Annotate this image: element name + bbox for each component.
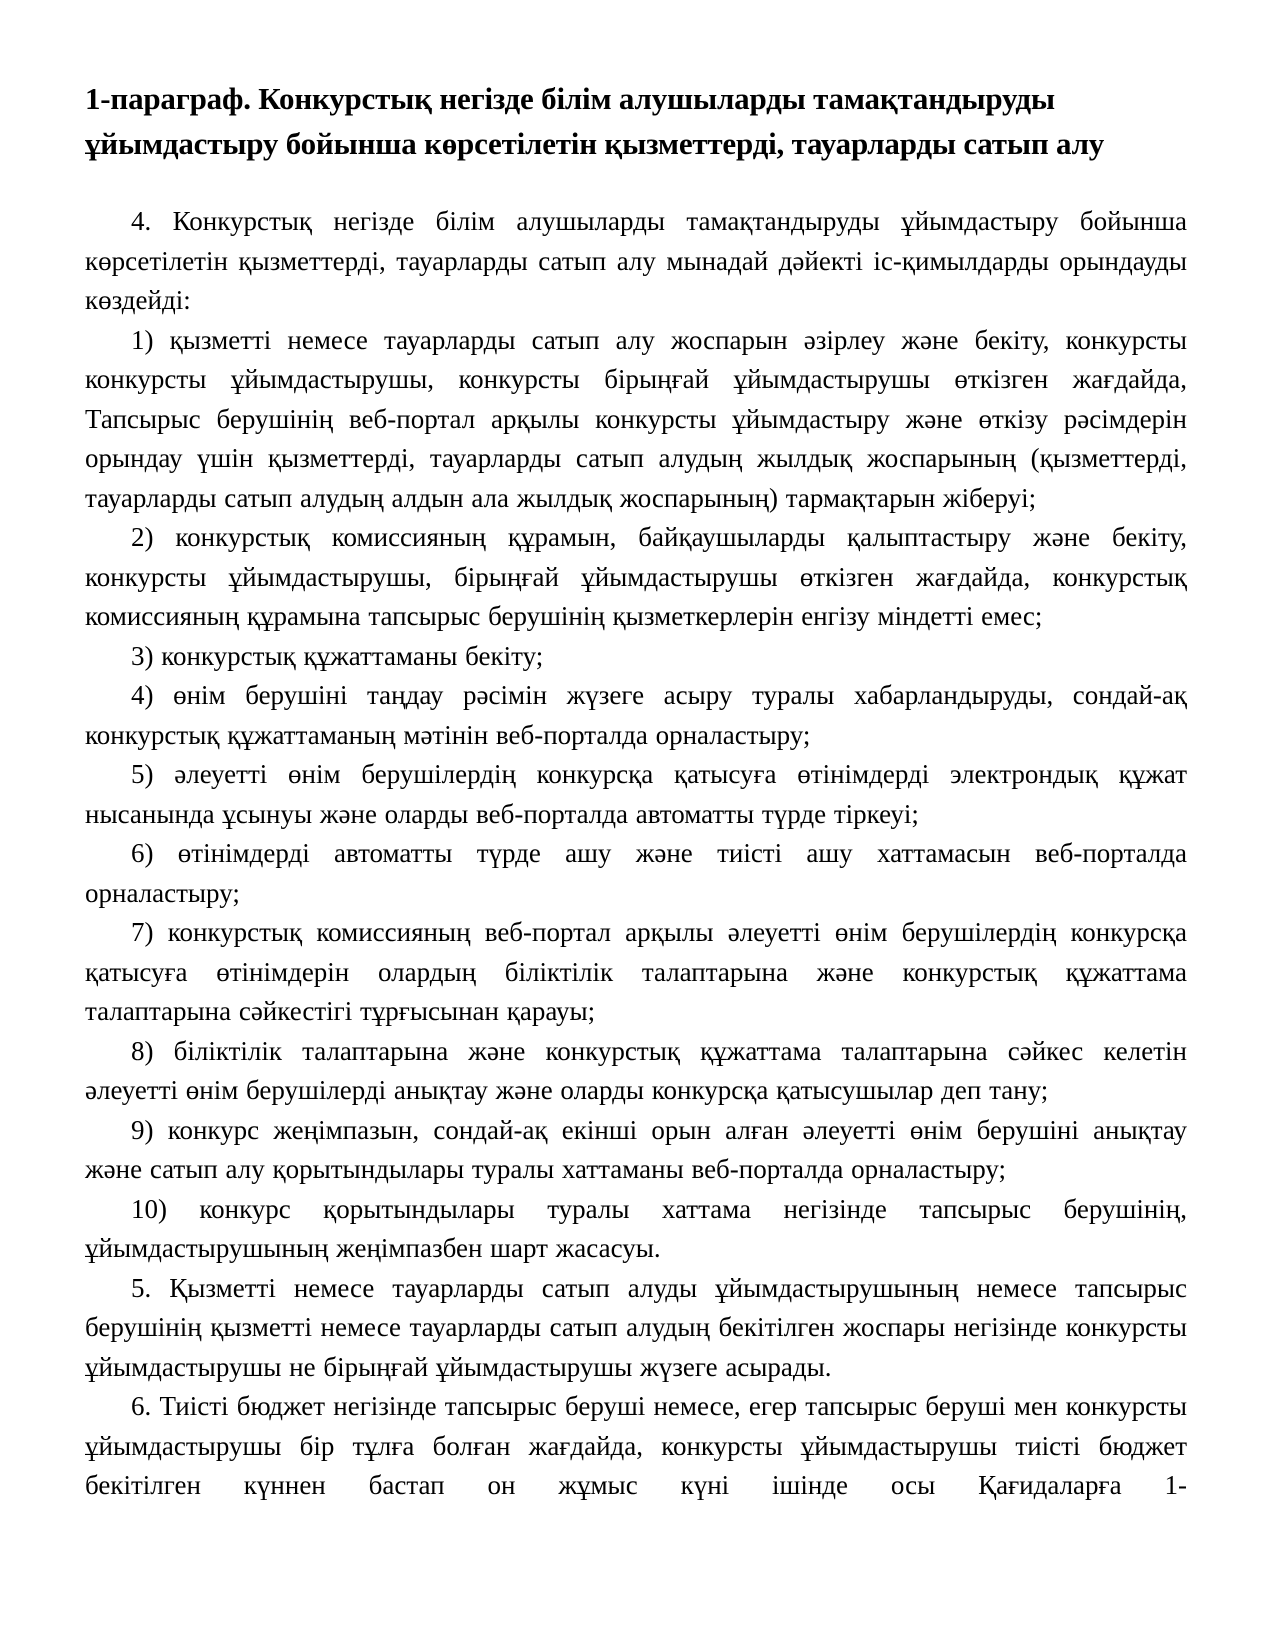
paragraph: 4) өнім берушіні таңдау рәсімін жүзеге асыру туралы хабарландыруды, сондай-ақ конкурстық құжаттаманың мәтінін веб-порталда орналастыру; bbox=[85, 680, 1187, 750]
paragraph: 5) әлеуетті өнім берушілердің конкурсқа қатысуға өтінімдерді электрондық құжат нысанында ұсынуы және оларды веб-порталда автоматты түрде тіркеуі; bbox=[85, 759, 1187, 829]
paragraph: 5. Қызметті немесе тауарларды сатып алуды ұйымдастырушының немесе тапсырыс берушінің қызметті немесе тауарларды сатып алудың бекітілген жоспары негізінде конкурсты ұйымдастырушы не бірыңғай ұйымдастырушы жүзеге асырады. bbox=[85, 1272, 1187, 1382]
paragraph: 2) конкурстық комиссияның құрамын, байқаушыларды қалыптастыру және бекіту, конкурсты ұйымдастырушы, бірыңғай ұйымдастырушы өткізген жағдайда, конкурстық комиссияның құрамына тапсырыс берушінің қызметкерлерін енгізу міндетті емес; bbox=[85, 522, 1187, 631]
paragraph: 1) қызметті немесе тауарларды сатып алу жоспарын әзірлеу және бекіту, конкурсты конкурсты ұйымдастырушы, конкурсты бірыңғай ұйымдастырушы өткізген жағдайда, Тапсырыс берушінің веб-портал арқылы конкурсты ұйымдастыру және өткізу рәсімдерін орындау үшін қызметтерді, тауарларды сатып алудың жылдық жоспарының (қызметтерді, тауарларды сатып алудың алдын ала жылдық жоспарының) тармақтарын жіберуі; bbox=[85, 324, 1187, 513]
paragraph: 6. Тиісті бюджет негізінде тапсырыс беруші немесе, егер тапсырыс беруші мен конкурсты ұйымдастырушы бір тұлға болған жағдайда, конкурсты ұйымдастырушы тиісті бюджет бекітілген күннен бастап он жұмыс күні ішінде осы Қағидаларға 1- bbox=[85, 1391, 1187, 1500]
paragraph: 9) конкурс жеңімпазын, сондай-ақ екінші орын алған әлеуетті өнім берушіні анықтау және сатып алу қорытындылары туралы хаттаманы веб-порталда орналастыру; bbox=[85, 1114, 1187, 1184]
section-heading-line-1: 1-параграф. Конкурстық негізде білім алушыларды тамақтандыруды bbox=[85, 81, 1055, 116]
paragraph-list bbox=[85, 202, 1187, 1506]
section-heading-line-2: ұйымдастыру бойынша көрсетілетін қызметтерді, тауарларды сатып алу bbox=[85, 126, 1105, 161]
paragraph: 4. Конкурстық негізде білім алушыларды тамақтандыруды ұйымдастыру бойынша көрсетілетін қызметтерді, тауарларды сатып алу мынадай дәйекті іс-қимылдарды орындауды көздейді: bbox=[85, 206, 1187, 315]
paragraph: 10) конкурс қорытындылары туралы хаттама негізінде тапсырыс берушінің, ұйымдастырушының жеңімпазбен шарт жасасуы. bbox=[85, 1193, 1187, 1263]
paragraph: 7) конкурстық комиссияның веб-портал арқылы әлеуетті өнім берушілердің конкурсқа қатысуға өтінімдерін олардың біліктілік талаптарына және конкурстық құжаттама талаптарына сәйкестігі тұрғысынан қарауы; bbox=[85, 917, 1187, 1026]
paragraph: 8) біліктілік талаптарына және конкурстық құжаттама талаптарына сәйкес келетін әлеуетті өнім берушілерді анықтау және оларды конкурсқа қатысушылар деп тану; bbox=[85, 1035, 1187, 1105]
section-heading bbox=[85, 76, 1187, 166]
paragraph: 6) өтінімдерді автоматты түрде ашу және тиісті ашу хаттамасын веб-порталда орналастыру; bbox=[85, 838, 1187, 908]
paragraph: 3) конкурстық құжаттаманы бекіту; bbox=[131, 640, 544, 671]
